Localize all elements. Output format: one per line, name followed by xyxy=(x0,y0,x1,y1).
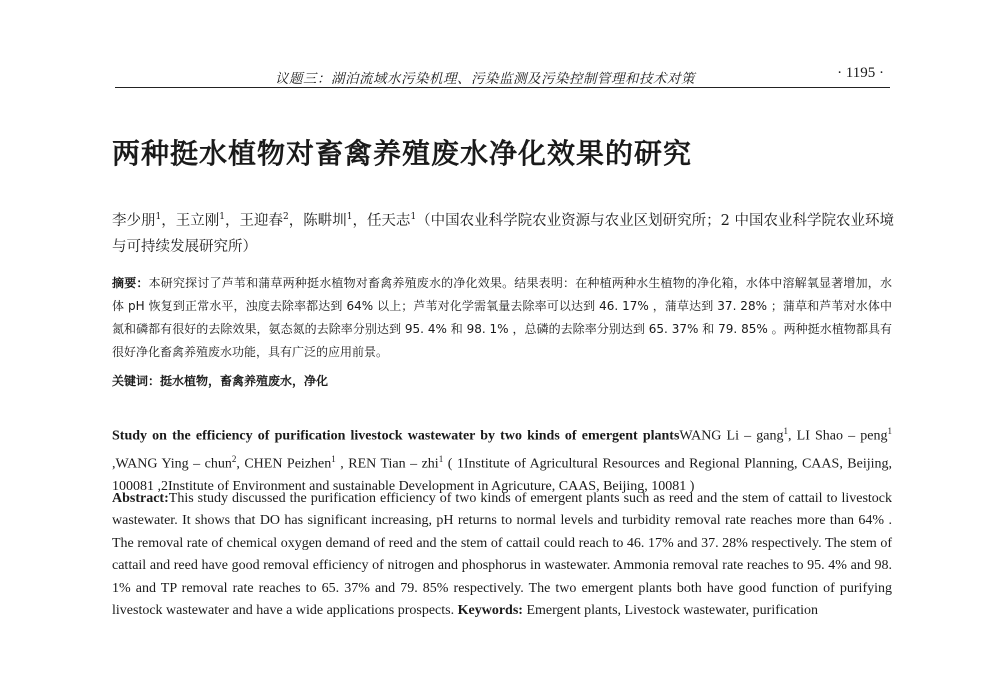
author-sup: 1 xyxy=(346,212,353,222)
english-title: Study on the efficiency of purification livestock wastewater by two kinds of emergent plants xyxy=(112,428,680,444)
en-author: REN Tian – zhi xyxy=(348,456,439,472)
paper-title: 两种挺水植物对畜禽养殖废水净化效果的研究 xyxy=(112,137,693,170)
en-author-sup: 1 xyxy=(887,426,892,436)
en-author: LI Shao – peng xyxy=(796,428,888,444)
en-author: WANG Li – gang xyxy=(679,428,784,444)
author-name: 李少朋 xyxy=(112,212,156,229)
abstract-cn-text: 本研究探讨了芦苇和蒲草两种挺水植物对畜禽养殖废水的净化效果。结果表明：在种植两种水生植物的净化箱，水体中溶解氧显著增加，水体 pH 恢复到正常水平，浊度去除率都达到 64% 以上；芦苇对化学需氧量去除率可以达到 46. 17% ，蒲草达到 37. 28% ；蒲草和芦苇对水体中氮和磷都有很好的去除效果，氨态氮的去除率分别达到 95. 4% 和 98. 1% ，总磷的去除率分别达到 65. 37% 和 79. 85% 。两种挺水植物都具有很好净化畜禽养殖废水功能，具有广泛的应用前景。 xyxy=(112,276,892,359)
keywords-en-text: Emergent plants, Livestock wastewater, purification xyxy=(526,603,818,619)
en-author: CHEN Peizhen xyxy=(244,456,332,472)
keywords-cn-label: 关键词： xyxy=(112,374,161,388)
english-title-block: Study on the efficiency of purification livestock wastewater by two kinds of emergent plantsWANG Li – gang$^1$, LI Shao – peng$^1$ ,WANG Ying – chun$^2$, CHEN Peizhen$^1$ , REN Tian – zhi$^1$ ( 1Institute of Agricultural Resources and Regional Planning, CAAS, Beijing, 100081 ,2Institute of Environment and sustainable Development in Agricuture, CAAS, Beijing, 10081 ) xyxy=(112,426,893,495)
page-number: · 1195 · xyxy=(837,65,884,81)
running-title: 议题三：湖泊流域水污染机理、污染监测及污染控制管理和技术对策 xyxy=(275,71,695,87)
en-author-sup: 1 xyxy=(331,454,336,465)
keywords-en-label: Keywords: xyxy=(457,603,523,619)
author-sup: 1 xyxy=(410,212,417,222)
keywords-cn-text: 挺水植物，畜禽养殖废水，净化 xyxy=(160,374,329,388)
author-name: 任天志 xyxy=(366,212,411,229)
keywords-cn xyxy=(112,372,328,389)
english-affiliation: ( 1Institute of Agricultural Resources and Regional Planning, CAAS, Beijing, 100081 ,2Institute of Environment and sustainable Development in Agricuture, CAAS, Beijing, 10081 ) xyxy=(112,456,893,495)
affiliation-cn: （中国农业科学院农业资源与农业区划研究所；2 中国农业科学院农业环境与可持续发展研究所） xyxy=(112,212,895,255)
author-sup: 1 xyxy=(219,212,225,222)
abstract-en xyxy=(112,488,892,622)
author-name: 王立刚 xyxy=(175,212,220,229)
en-author-sup: 2 xyxy=(231,454,237,465)
abstract-en-text: This study discussed the purification efficiency of two kinds of emergent plants such as reed and the stem of cattail to livestock wastewater. It shows that DO has significant increasing, pH returns to normal levels and turbidity removal rate reaches more than 64% . The removal rate of chemical oxygen demand of reed and the stem of cattail could reach to 46. 17% and 37. 28% respectively. The stem of cattail and reed have good removal efficiency of nitrogen and phosphorus in wastewater. Ammonia removal rate reaches to 95. 4% and 98. 1% and TP removal rate reaches to 65. 37% and 79. 85% respectively. The two emergent plants both have good function of purifying livestock wastewater and have a wide applications prospects. xyxy=(112,491,892,619)
authors-cn: 李少朋$^1$，王立刚$^1$，王迎春$^2$，陈畊圳$^1$，任天志$^1$（中国农业科学院农业资源与农业区划研究所；2 中国农业科学院农业环境与可持续发展研究所） xyxy=(112,212,895,255)
author-sup: 2 xyxy=(282,212,289,222)
author-name: 王迎春 xyxy=(239,212,283,229)
abstract-cn xyxy=(112,272,892,364)
header-rule xyxy=(115,87,890,88)
en-author-sup: 1 xyxy=(783,426,788,436)
author-sup: 1 xyxy=(155,212,162,222)
abstract-en-label: Abstract: xyxy=(112,491,169,506)
en-author: WANG Ying – chun xyxy=(115,456,232,472)
en-author-sup: 1 xyxy=(438,454,444,465)
abstract-cn-label: 摘要： xyxy=(112,276,149,290)
author-name: 陈畊圳 xyxy=(303,212,347,229)
page-header xyxy=(115,64,890,88)
